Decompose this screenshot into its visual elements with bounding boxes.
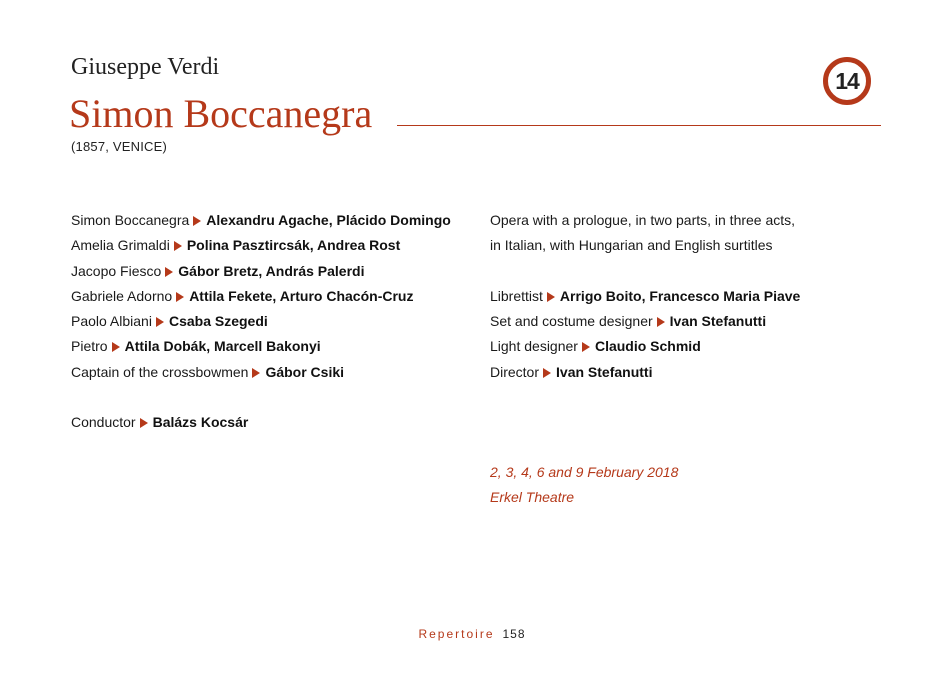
performer-names: Attila Fekete, Arturo Chacón-Cruz: [189, 287, 414, 304]
cast-row: [71, 334, 471, 359]
arrow-icon: [582, 342, 590, 352]
cast-row: [71, 259, 471, 284]
role-label: Conductor: [71, 414, 136, 431]
arrow-icon: [174, 241, 182, 251]
creative-row: [490, 309, 890, 334]
performer-names: Alexandru Agache, Plácido Domingo: [206, 212, 451, 228]
performance-venue: Erkel Theatre: [490, 489, 575, 506]
footer-section-label: Repertoire: [418, 627, 495, 641]
arrow-icon: [657, 317, 665, 327]
performer-names: Ivan Stefanutti: [556, 363, 653, 380]
role-label: Set and costume designer: [490, 313, 653, 330]
performer-names: Attila Dobák, Marcell Bakonyi: [124, 338, 321, 355]
description-line: Opera with a prologue, in two parts, in three acts,: [490, 212, 796, 228]
role-label: Captain of the crossbowmen: [71, 363, 249, 380]
page-footer: [0, 627, 944, 641]
performer-names: Claudio Schmid: [594, 338, 701, 355]
role-label: Jacopo Fiesco: [71, 262, 162, 279]
performer-names: Gábor Csiki: [265, 363, 345, 380]
performer-names: Arrigo Boito, Francesco Maria Piave: [559, 287, 801, 304]
cast-row: [71, 284, 471, 309]
cast-row: [71, 208, 471, 233]
role-label: Light designer: [490, 338, 578, 355]
role-label: Paolo Albiani: [71, 313, 152, 330]
production-info: [490, 208, 890, 385]
performer-names: Balázs Kocsár: [152, 414, 249, 431]
arrow-icon: [547, 292, 555, 302]
arrow-icon: [156, 317, 164, 327]
page-number: 158: [502, 627, 526, 641]
cast-row: [71, 360, 471, 385]
performance-info: [490, 460, 678, 511]
arrow-icon: [165, 267, 173, 277]
role-label: Gabriele Adorno: [71, 287, 173, 304]
conductor-row: [71, 410, 471, 435]
arrow-icon: [176, 292, 184, 302]
performer-names: Polina Pasztircsák, Andrea Rost: [186, 237, 401, 254]
role-label: Simon Boccanegra: [71, 212, 190, 228]
performer-names: Ivan Stefanutti: [669, 313, 767, 330]
arrow-icon: [193, 216, 201, 226]
role-label: Pietro: [71, 338, 108, 355]
arrow-icon: [112, 342, 120, 352]
creative-row: [490, 334, 890, 359]
creative-row: [490, 284, 890, 309]
opera-title: Simon Boccanegra: [69, 91, 373, 136]
arrow-icon: [140, 418, 148, 428]
arrow-icon: [543, 368, 551, 378]
creative-row: [490, 360, 890, 385]
age-rating-badge: 14: [823, 57, 871, 105]
role-label: Amelia Grimaldi: [71, 237, 170, 254]
performance-dates: 2, 3, 4, 6 and 9 February 2018: [490, 464, 679, 480]
description-line: in Italian, with Hungarian and English surtitles: [490, 237, 773, 254]
role-label: Librettist: [490, 287, 543, 304]
title-underline-rule: [397, 125, 881, 126]
arrow-icon: [252, 368, 260, 378]
performer-names: Gábor Bretz, András Palerdi: [178, 262, 365, 279]
cast-row: [71, 233, 471, 258]
role-label: Director: [490, 363, 540, 380]
cast-list: [71, 208, 471, 436]
spacer: [490, 259, 890, 284]
performer-names: Csaba Szegedi: [168, 313, 268, 330]
opera-premiere-info: (1857, VENICE): [71, 139, 168, 154]
composer-name: Giuseppe Verdi: [71, 54, 220, 80]
spacer: [71, 385, 471, 410]
cast-row: [71, 309, 471, 334]
